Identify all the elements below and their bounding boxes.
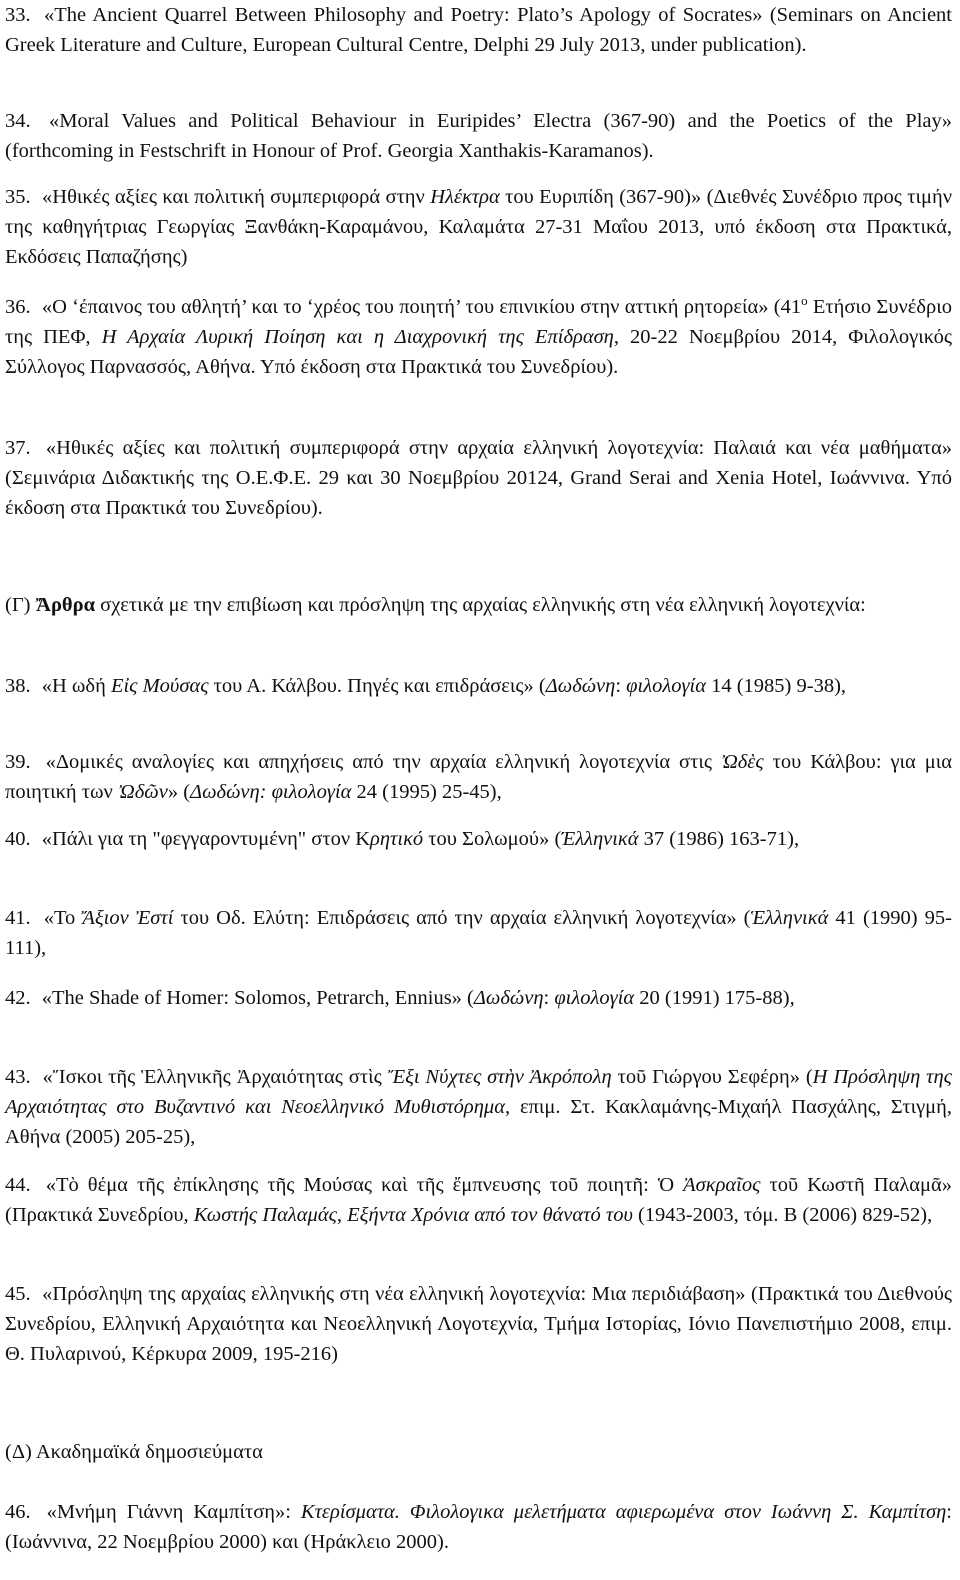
entry-text-segment: «Μνήμη Γιάννη Καμπίτση»: <box>46 1501 301 1523</box>
entry-text-segment: 41 (1990) 95-111), <box>5 907 953 959</box>
entry-text <box>42 675 846 697</box>
entry-text-segment: του Κάλβου: για μια ποιητική των <box>5 751 953 803</box>
entry-text-segment: τοῦ Γιώργου Σεφέρη» ( <box>611 1066 813 1088</box>
entry-text-segment: «The Shade of Homer: Solomos, Petrarch, Ennius» ( <box>41 987 474 1009</box>
entry-title-italic: Εἰς Μούσας <box>110 675 209 697</box>
bibliography-entry-40 <box>5 824 952 854</box>
entry-text-segment: : <box>615 675 627 697</box>
entry-book-italic: Κτερίσματα. Φιλολογικα μελετήματα αφιερωμένα στον Ιωάννη Σ. Καμπίτση <box>300 1501 947 1523</box>
entry-text-segment: «Ο ‘έπαινος του αθλητή’ και το ‘χρέος του ποιητή’ του επινικίου στην αττική ρητορεία» (41 <box>41 296 802 318</box>
entry-text-segment: «Ηθικές αξίες και πολιτική συμπεριφορά στην <box>42 186 431 208</box>
entry-text <box>5 907 952 959</box>
section-heading-bold: Ἄρθρα <box>35 594 96 616</box>
entry-number: 35. <box>5 186 31 208</box>
entry-journal-italic: φιλολογία <box>626 675 706 697</box>
bibliography-entry-35 <box>5 182 952 272</box>
entry-number: 34. <box>5 110 31 132</box>
entry-text-segment: 24 (1995) 25-45), <box>351 781 502 803</box>
entry-number: 33. <box>5 4 31 26</box>
entry-text <box>5 751 952 803</box>
section-heading-prefix: (Γ) <box>5 594 36 616</box>
section-heading-text: σχετικά με την επιβίωση και πρόσληψη της αρχαίας ελληνικής στη νέα ελληνική λογοτεχνία: <box>95 594 866 616</box>
entry-number: 40. <box>5 828 31 850</box>
entry-text-segment: «Moral Values and Political Behaviour in Euripides’ Electra (367-90) and the Poetics of the Play» (forthcoming in Festschrift in Honour of Prof. Georgia Xanthakis-Karamanos). <box>5 110 952 162</box>
bibliography-entry-38 <box>5 671 952 701</box>
entry-journal-italic: Ἑλληνικά <box>750 907 829 929</box>
entry-text <box>5 1501 952 1553</box>
entry-text-segment: τοῦ Κωστῆ Παλαμᾶ» (Πρακτικά Συνεδρίου, <box>5 1174 952 1226</box>
entry-number: 37. <box>5 437 31 459</box>
entry-text-segment: του Ευριπίδη (367-90)» (Διεθνές Συνέδριο προς τιμήν της καθηγήτριας Γεωργίας Ξανθάκη-Καραμάνου, Καλαμάτα 27-31 Μαΐου 2013, υπό έκδοση στα Πρακτικά, Εκδόσεις Παπαζήσης) <box>5 186 953 268</box>
entry-book-italic: Η Πρόσληψη της Αρχαιότητας στο Βυζαντινό και Νεοελληνικό Μυθιστόρημα <box>5 1066 952 1118</box>
entry-number: 44. <box>5 1174 31 1196</box>
bibliography-entry-37 <box>5 433 952 523</box>
entry-text <box>5 293 953 378</box>
bibliography-entry-33 <box>5 0 952 60</box>
bibliography-entry-39 <box>5 747 952 807</box>
entry-text-segment: «The Ancient Quarrel Between Philosophy and Poetry: Plato’s Apology of Socrates» (Seminars on Ancient Greek Literature and Culture, European Cultural Centre, Delphi 29 July 2013, under publication). <box>5 4 953 56</box>
entry-title-italic: Ἄξιον Ἐστί <box>82 907 174 929</box>
entry-title-italic: Η Αρχαία Λυρική Ποίηση και η Διαχρονική της Επίδραση <box>101 326 614 348</box>
entry-text-segment: «Ἴσκοι τῆς Ἑλληνικῆς Ἀρχαιότητας στὶς <box>42 1066 388 1088</box>
entry-number: 41. <box>5 907 31 929</box>
entry-text-segment: «Τὸ θέμα τῆς ἐπίκλησης τῆς Μούσας καὶ τῆς ἔμπνευσης τοῦ ποιητῆ: Ὁ <box>45 1174 684 1196</box>
entry-text-segment: , επιμ. Στ. Κακλαμάνης-Μιχαήλ Πασχάλης, Στιγμή, Αθήνα (2005) 205-25), <box>5 1096 952 1148</box>
entry-text-segment: Ετήσιο Συνέδριο της ΠΕΦ, <box>5 296 952 348</box>
entry-title-italic: Ὠδῶν <box>117 781 168 803</box>
entry-text-segment: του Α. Κάλβου. Πηγές και επιδράσεις» ( <box>208 675 546 697</box>
entry-text <box>42 828 799 850</box>
entry-journal-italic: Δωδώνη: φιλολογία <box>190 781 352 803</box>
bibliography-entry-42 <box>5 983 952 1013</box>
section-heading-g <box>5 590 952 620</box>
entry-number: 46. <box>5 1501 31 1523</box>
entry-text-segment: » ( <box>167 781 191 803</box>
entry-text <box>42 987 795 1009</box>
entry-text-segment: 14 (1985) 9-38), <box>705 675 847 697</box>
entry-number: 42. <box>5 987 31 1009</box>
entry-journal-italic: φιλολογία <box>554 987 635 1009</box>
entry-text <box>5 1066 952 1148</box>
entry-text-segment: «Ηθικές αξίες και πολιτική συμπεριφορά στην αρχαία ελληνική λογοτεχνία: Παλαιά και νέα μαθήματα» (Σεμινάρια Διδακτικής της Ο.Ε.Φ.Ε. 29 και 30 Νοεμβρίου 20124, Grand Serai and Xenia Hotel, Ιωάννινα. Υπό έκδοση στα Πρακτικά του Συνεδρίου). <box>5 437 953 519</box>
entry-title-italic: ρητικό <box>370 828 424 850</box>
entry-text-segment: «Δομικές αναλογίες και απηχήσεις από την αρχαία ελληνική λογοτεχνία στις <box>45 751 721 773</box>
bibliography-entry-36 <box>5 292 952 382</box>
entry-text <box>5 1283 952 1365</box>
entry-book-italic: Κωστής Παλαμάς, Εξήντα Χρόνια από τον θάνατό του <box>193 1204 633 1226</box>
entry-text <box>5 4 952 56</box>
entry-title-italic: Ἔξι Νύχτες στὴν Ἀκρόπολη <box>387 1066 612 1088</box>
entry-text <box>5 1174 952 1226</box>
bibliography-entry-44 <box>5 1170 952 1230</box>
bibliography-entry-34 <box>5 106 952 166</box>
entry-text-segment: του Οδ. Ελύτη: Επιδράσεις από την αρχαία ελληνική λογοτεχνία» ( <box>173 907 751 929</box>
entry-journal-italic: Δωδώνη <box>473 987 544 1009</box>
entry-number: 45. <box>5 1283 31 1305</box>
entry-title-italic: Ηλέκτρα <box>430 186 500 208</box>
entry-text <box>5 110 952 162</box>
entry-text-segment: : (Ιωάννινα, 22 Νοεμβρίου 2000) και (Ηράκλειο 2000). <box>5 1501 952 1553</box>
bibliography-entry-46 <box>5 1497 952 1557</box>
entry-text-segment: «Πάλι για τη "φεγγαροντυμένη" στον Κ <box>41 828 371 850</box>
entry-text-segment: : <box>543 987 555 1009</box>
entry-number: 38. <box>5 675 31 697</box>
entry-journal-italic: Δωδώνη <box>545 675 616 697</box>
entry-text-segment: του Σολωμού» ( <box>423 828 562 850</box>
entry-number: 39. <box>5 751 31 773</box>
section-heading-prefix: (Δ) Ακαδημαϊκά δημοσιεύματα <box>5 1441 263 1463</box>
entry-number: 43. <box>5 1066 31 1088</box>
superscript-ordinal: ο <box>801 293 808 309</box>
entry-journal-italic: Έλληνικά <box>561 828 639 850</box>
entry-text-segment: (1943-2003, τόμ. Β (2006) 829-52), <box>632 1204 933 1226</box>
entry-text <box>5 186 952 268</box>
bibliography-entry-43 <box>5 1062 952 1152</box>
entry-text-segment: 37 (1986) 163-71), <box>638 828 800 850</box>
entry-title-italic: Ὠδὲς <box>720 751 764 773</box>
entry-text-segment: «Η ωδή <box>41 675 111 697</box>
entry-number: 36. <box>5 296 31 318</box>
section-heading-d <box>5 1437 952 1467</box>
entry-text-segment: «Το <box>43 907 83 929</box>
entry-title-italic: Ἀσκραῖος <box>683 1174 761 1196</box>
entry-text-segment: «Πρόσληψη της αρχαίας ελληνικής στη νέα ελληνική λογοτεχνία: Μια περιδιάβαση» (Πρακτικά του Διεθνούς Συνεδρίου, Ελληνική Αρχαιότητα και Νεοελληνική Λογοτεχνία, Τμήμα Ιστορίας, Ιόνιο Πανεπιστήμιο 2008, επιμ. Θ. Πυλαρινού, Κέρκυρα 2009, 195-216) <box>5 1283 953 1365</box>
bibliography-entry-41 <box>5 903 952 963</box>
entry-text-segment: 20 (1991) 175-88), <box>634 987 795 1009</box>
entry-text <box>5 437 952 519</box>
bibliography-entry-45 <box>5 1279 952 1369</box>
entry-text-segment: , 20-22 Νοεμβρίου 2014, Φιλολογικός Σύλλογος Παρνασσός, Αθήνα. Υπό έκδοση στα Πρακτικά του Συνεδρίου). <box>5 326 953 378</box>
